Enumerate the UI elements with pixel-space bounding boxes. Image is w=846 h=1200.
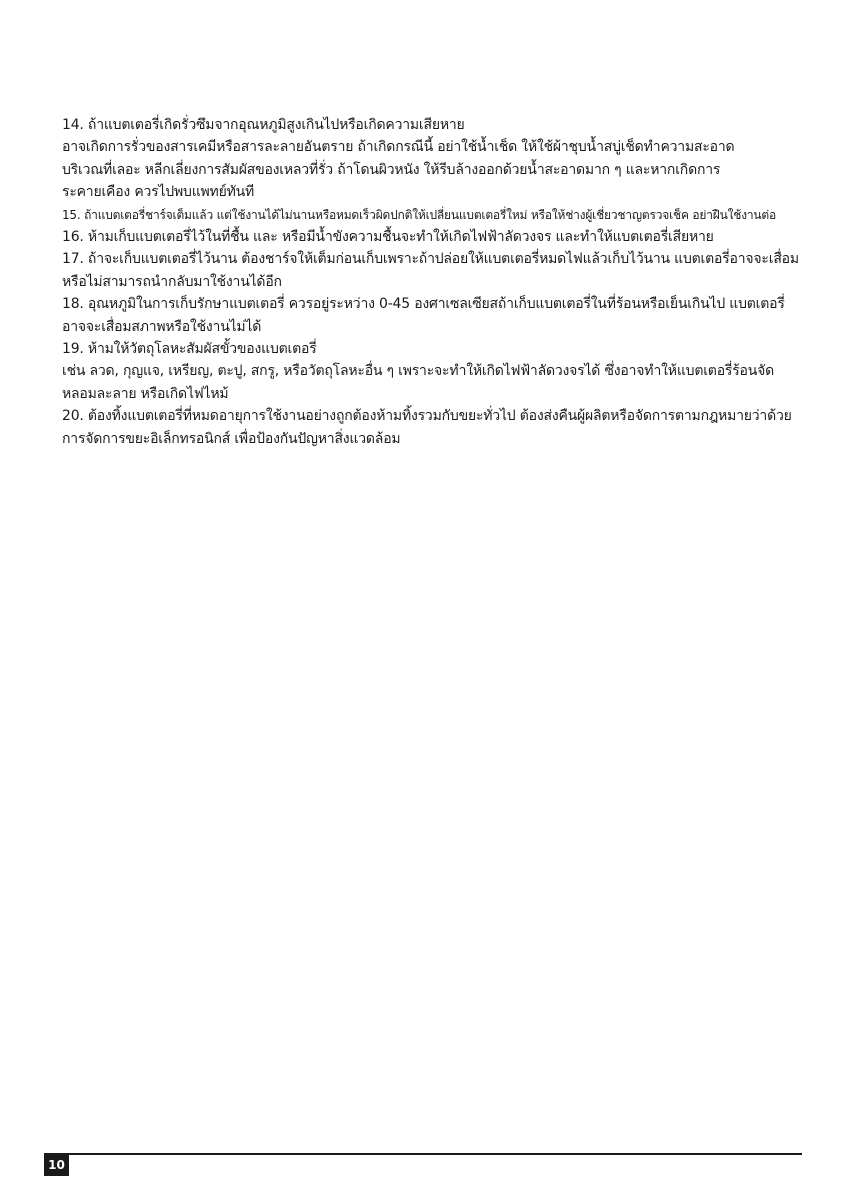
item-15-text: 15. ถ้าแบตเตอรี่ชาร์จเต็มแล้ว แต่ใช้งานได้ไม่นานหรือหมดเร็วผิดปกติให้เปลี่ยนแบตเตอรี่ใหม่ หรือให้ช่างผู้เชี่ยวชาญตรวจเช็ค อย่าฝืนใช้งานต่อ [62, 207, 777, 222]
item-14-heading: 14. ถ้าแบตเตอรี่เกิดรั่วซึมจากอุณหภูมิสูงเกินไปหรือเกิดความเสียหาย [62, 117, 465, 133]
item-19-text-line-2: หลอมละลาย หรือเกิดไฟไหม้ [62, 385, 229, 402]
item-18-text-line-2: อาจจะเสื่อมสภาพหรือใช้งานไม่ได้ [62, 318, 262, 335]
item-20-text-line-1: 20. ต้องทิ้งแบตเตอรี่ที่หมดอายุการใช้งานอย่างถูกต้องห้ามทิ้งรวมกับขยะทั่วไป ต้องส่งคืนผู้ผลิตหรือจัดการตามกฎหมายว่าด้วย [62, 408, 792, 425]
page-number: 10 [44, 1154, 69, 1176]
item-19-heading: 19. ห้ามให้วัตถุโลหะสัมผัสขั้วของแบตเตอรี่ [62, 341, 317, 358]
item-16-text: 16. ห้ามเก็บแบตเตอรี่ไว้ในที่ชื้น และ หรือมีน้ำขังความชื้นจะทำให้เกิดไฟฟ้าลัดวงจร และทำให้แบตเตอรี่เสียหาย [62, 229, 714, 246]
item-18-text-line-1: 18. อุณหภูมิในการเก็บรักษาแบตเตอรี่ ควรอยู่ระหว่าง 0-45 องศาเซลเซียสถ้าเก็บแบตเตอรี่ในที่ร้อนหรือเย็นเกินไป แบตเตอรี่ [62, 296, 785, 313]
item-20-text-line-2: การจัดการขยะอิเล็กทรอนิกส์ เพื่อป้องกันปัญหาสิ่งแวดล้อม [62, 430, 401, 447]
item-14-text-line-1: อาจเกิดการรั่วของสารเคมีหรือสารละลายอันตราย ถ้าเกิดกรณีนี้ อย่าใช้น้ำเช็ด ให้ใช้ผ้าชุบน้ำสบู่เช็ดทำความสะอาด [62, 139, 735, 156]
item-17-text-line-1: 17. ถ้าจะเก็บแบตเตอรี่ไว้นาน ต้องชาร์จให้เต็มก่อนเก็บเพราะถ้าปล่อยให้แบตเตอรี่หมดไฟแล้วเก็บไว้นาน แบตเตอรี่อาจจะเสื่อม [62, 251, 799, 268]
item-14-text-line-2: บริเวณที่เลอะ หลีกเลี่ยงการสัมผัสของเหลวที่รั่ว ถ้าโดนผิวหนัง ให้รีบล้างออกด้วยน้ำสะอาดมาก ๆ และหากเกิดการ [62, 161, 721, 178]
document-body [62, 114, 802, 450]
item-14-text-line-3: ระคายเคือง ควรไปพบแพทย์ทันที [62, 184, 255, 201]
item-17-text-line-2: หรือไม่สามารถนำกลับมาใช้งานได้อีก [62, 273, 282, 290]
footer-divider [44, 1153, 802, 1155]
item-19-text-line-1: เช่น ลวด, กุญแจ, เหรียญ, ตะปู, สกรู, หรือวัตถุโลหะอื่น ๆ เพราะจะทำให้เกิดไฟฟ้าลัดวงจรได้ ซึ่งอาจทำให้แบตเตอรี่ร้อนจัด [62, 363, 775, 380]
